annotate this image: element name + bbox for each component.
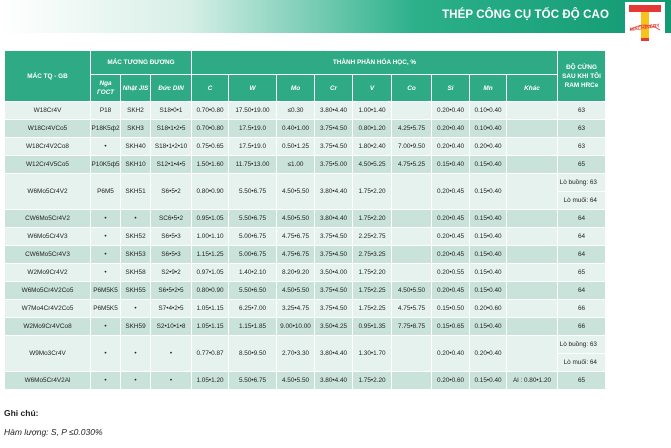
- header-bar: [0, 0, 671, 33]
- cell-cr: 3.75•5.00: [315, 156, 353, 174]
- cell-mn: 0.20•0.40: [470, 138, 507, 156]
- machinery-logo-icon: [625, 2, 665, 44]
- cell-co: [392, 102, 432, 120]
- cell-mn: 0.15•0.40: [470, 264, 507, 282]
- cell-co: [392, 246, 432, 264]
- cell-w: 5.50•6.50: [229, 282, 277, 300]
- cell-cr: 3.80•4.40: [315, 102, 353, 120]
- cell-din: SC6•5•2: [151, 210, 192, 228]
- cell-gost: •: [91, 336, 121, 372]
- cell-co: 4.75•5.25: [392, 156, 432, 174]
- cell-si: 0.20•0.45: [432, 210, 470, 228]
- table-row: [5, 210, 606, 228]
- cell-hardness: 63: [558, 102, 606, 120]
- cell-mn: 0.10•0.40: [470, 102, 507, 120]
- cell-w: 8.50•9.50: [229, 336, 277, 372]
- cell-other: [507, 102, 558, 120]
- cell-jis: SKH58: [121, 264, 151, 282]
- cell-other: [507, 120, 558, 138]
- cell-c: 1.05•1.15: [192, 300, 229, 318]
- cell-w: 5.00•6.75: [229, 246, 277, 264]
- table-row: [5, 282, 606, 300]
- cell-gost: P18: [91, 102, 121, 120]
- cell-co: 4.50•5.50: [392, 282, 432, 300]
- cell-other: [507, 228, 558, 246]
- table-row: [5, 156, 606, 174]
- cell-hardness: 64: [558, 210, 606, 228]
- cell-gost: •: [91, 372, 121, 390]
- cell-other: [507, 264, 558, 282]
- cell-gost: •: [91, 228, 121, 246]
- cell-mo: 9.00•10.00: [277, 318, 315, 336]
- cell-hardness: 66: [558, 318, 606, 336]
- cell-co: [392, 336, 432, 372]
- cell-jis: SKH53: [121, 246, 151, 264]
- cell-w: 11.75•13.00: [229, 156, 277, 174]
- cell-si: 0.15•0.50: [432, 300, 470, 318]
- cell-mo: 4.50•5.50: [277, 282, 315, 300]
- cell-cr: 3.50•4.25: [315, 318, 353, 336]
- cell-co: [392, 210, 432, 228]
- cell-w: 5.50•6.75: [229, 174, 277, 210]
- cell-cr: 3.80•4.40: [315, 372, 353, 390]
- cell-other: [507, 246, 558, 264]
- table-row: [5, 246, 606, 264]
- cell-v: 1.75•2.25: [353, 282, 392, 300]
- cell-din: S7•4•2•5: [151, 300, 192, 318]
- cell-gost: •: [91, 318, 121, 336]
- cell-other: [507, 336, 558, 372]
- cell-jis: •: [121, 336, 151, 372]
- cell-gost: •: [91, 210, 121, 228]
- cell-din: •: [151, 336, 192, 372]
- equivalent-grades-header: MÁC TƯƠNG ĐƯƠNG: [91, 51, 192, 75]
- cell-c: 1.05•1.15: [192, 318, 229, 336]
- cell-c: 0.70•0.80: [192, 102, 229, 120]
- hardness-value: Lò muối: 64: [558, 191, 605, 209]
- cell-v: 1.75•2.25: [353, 300, 392, 318]
- cell-si: 0.20•0.60: [432, 372, 470, 390]
- cell-hardness: 63: [558, 120, 606, 138]
- cell-mn: 0.15•0.40: [470, 246, 507, 264]
- cell-mo: 0.50•1.25: [277, 138, 315, 156]
- cell-din: •: [151, 372, 192, 390]
- cell-si: 0.15•0.40: [432, 156, 470, 174]
- cell-cr: 3.75•4.50: [315, 228, 353, 246]
- cell-cr: 3.80•4.40: [315, 174, 353, 210]
- cell-other: [507, 174, 558, 210]
- cell-jis: •: [121, 210, 151, 228]
- cell-w: 1.40•2.10: [229, 264, 277, 282]
- cell-cr: 3.75•4.50: [315, 120, 353, 138]
- cell-co: 4.25•5.75: [392, 120, 432, 138]
- cell-jis: SKH51: [121, 174, 151, 210]
- cell-v: 1.75•2.20: [353, 174, 392, 210]
- cell-w: 17.5•19.0: [229, 120, 277, 138]
- cell-grade: W18Cr4VCo5: [5, 120, 91, 138]
- cell-grade: W7Mo4Cr4V2Co5: [5, 300, 91, 318]
- cell-mo: ≤1.00: [277, 156, 315, 174]
- cell-grade: W6Mo5Cr4V2: [5, 174, 91, 210]
- cell-si: 0.20•0.40: [432, 102, 470, 120]
- cell-mo: 4.75•6.75: [277, 228, 315, 246]
- cell-w: 1.15•1.85: [229, 318, 277, 336]
- cell-mo: 3.25•4.75: [277, 300, 315, 318]
- cell-mn: 0.15•0.40: [470, 174, 507, 210]
- cell-mn: 0.10•0.40: [470, 120, 507, 138]
- cell-co: [392, 372, 432, 390]
- cell-cr: 3.75•4.50: [315, 138, 353, 156]
- table-row: [5, 174, 606, 210]
- cell-gost: •: [91, 246, 121, 264]
- equiv-header: Nga ГОСТ: [91, 75, 121, 102]
- table-row: [5, 264, 606, 282]
- cell-grade: W18Cr4V2Co8: [5, 138, 91, 156]
- cell-cr: 3.80•4.40: [315, 336, 353, 372]
- table-row: [5, 228, 606, 246]
- cell-co: [392, 174, 432, 210]
- grade-column-header: MÁC TQ - GB: [5, 51, 91, 102]
- hardness-value: Lò buồng: 63: [559, 179, 597, 186]
- cell-gost: P6M5K5: [91, 282, 121, 300]
- table-row: [5, 138, 606, 156]
- cell-v: 2.25•2.75: [353, 228, 392, 246]
- cell-cr: 3.50•4.00: [315, 264, 353, 282]
- cell-mn: 0.15•0.40: [470, 318, 507, 336]
- cell-hardness: 63: [558, 138, 606, 156]
- cell-co: 7.00•9.50: [392, 138, 432, 156]
- cell-gost: P18K5ф2: [91, 120, 121, 138]
- composition-header: Mn: [470, 75, 507, 102]
- cell-jis: SKH40: [121, 138, 151, 156]
- steel-spec-table: [4, 50, 606, 390]
- cell-si: 0.20•0.45: [432, 246, 470, 264]
- cell-mo: ≤0.30: [277, 102, 315, 120]
- cell-co: [392, 264, 432, 282]
- table-row: [5, 120, 606, 138]
- table-row: [5, 372, 606, 390]
- composition-header: C: [192, 75, 229, 102]
- cell-mn: 0.20•0.40: [470, 336, 507, 372]
- cell-co: 7.75•8.75: [392, 318, 432, 336]
- equiv-header: Nhật JIS: [121, 75, 151, 102]
- cell-c: 0.70•0.80: [192, 120, 229, 138]
- cell-din: S2•9•2: [151, 264, 192, 282]
- cell-grade: CW6Mo5Cr4V2: [5, 210, 91, 228]
- cell-mo: 2.70•3.30: [277, 336, 315, 372]
- cell-hardness: [558, 174, 606, 210]
- cell-hardness: 65: [558, 264, 606, 282]
- cell-mo: 8.20•9.20: [277, 264, 315, 282]
- cell-v: 4.50•5.25: [353, 156, 392, 174]
- cell-other: [507, 210, 558, 228]
- hardness-value: Lò buồng: 63: [559, 341, 597, 348]
- cell-si: 0.20•0.40: [432, 120, 470, 138]
- cell-jis: SKH59: [121, 318, 151, 336]
- cell-si: 0.20•0.55: [432, 264, 470, 282]
- cell-si: 0.20•0.45: [432, 228, 470, 246]
- cell-din: S6•5•3: [151, 228, 192, 246]
- cell-w: 5.50•6.75: [229, 210, 277, 228]
- composition-header: Cr: [315, 75, 353, 102]
- cell-din: S18•1•2•5: [151, 120, 192, 138]
- cell-w: 17.5•19.0: [229, 138, 277, 156]
- cell-v: 1.30•1.70: [353, 336, 392, 372]
- table-row: [5, 336, 606, 372]
- cell-c: 1.50•1.60: [192, 156, 229, 174]
- cell-c: 1.05•1.20: [192, 372, 229, 390]
- cell-v: 0.95•1.35: [353, 318, 392, 336]
- cell-c: 0.95•1.05: [192, 210, 229, 228]
- cell-grade: W2Mo9Cr4V2: [5, 264, 91, 282]
- cell-mn: 0.15•0.40: [470, 228, 507, 246]
- cell-co: 4.75•5.75: [392, 300, 432, 318]
- chemical-composition-header: THÀNH PHẦN HÓA HỌC, %: [192, 51, 558, 75]
- cell-jis: •: [121, 300, 151, 318]
- cell-other: Al : 0.80•1.20: [507, 372, 558, 390]
- cell-cr: 3.75•4.50: [315, 246, 353, 264]
- cell-v: 1.80•2.40: [353, 138, 392, 156]
- cell-din: S6•5•2: [151, 174, 192, 210]
- cell-mo: 4.50•5.50: [277, 372, 315, 390]
- cell-other: [507, 318, 558, 336]
- cell-jis: SKH55: [121, 282, 151, 300]
- cell-gost: P6M5: [91, 174, 121, 210]
- composition-header: Mo: [277, 75, 315, 102]
- cell-hardness: 64: [558, 228, 606, 246]
- table-row: [5, 300, 606, 318]
- cell-grade: CW6Mo5Cr4V3: [5, 246, 91, 264]
- cell-other: [507, 156, 558, 174]
- svg-text:MACHINERY: MACHINERY: [629, 22, 661, 34]
- cell-si: 0.20•0.40: [432, 138, 470, 156]
- cell-din: S18•0•1: [151, 102, 192, 120]
- cell-c: 0.80•0.90: [192, 282, 229, 300]
- hardness-value: Lò muối: 64: [558, 353, 605, 371]
- composition-header: Khác: [507, 75, 558, 102]
- cell-jis: SKH3: [121, 120, 151, 138]
- table-row: [5, 102, 606, 120]
- cell-grade: W9Mo3Cr4V: [5, 336, 91, 372]
- cell-c: 1.00•1.10: [192, 228, 229, 246]
- cell-grade: W6Mo5Cr4V3: [5, 228, 91, 246]
- cell-hardness: [558, 336, 606, 372]
- cell-hardness: 64: [558, 282, 606, 300]
- composition-header: Si: [432, 75, 470, 102]
- cell-mn: 0.15•0.40: [470, 156, 507, 174]
- cell-c: 1.15•1.25: [192, 246, 229, 264]
- cell-mo: 4.50•5.50: [277, 174, 315, 210]
- cell-din: S6•5•3: [151, 246, 192, 264]
- notes-title: Ghi chú:: [4, 408, 39, 418]
- cell-v: 0.80•1.20: [353, 120, 392, 138]
- cell-gost: •: [91, 138, 121, 156]
- composition-header: W: [229, 75, 277, 102]
- cell-w: 5.50•6.75: [229, 372, 277, 390]
- cell-co: [392, 228, 432, 246]
- cell-other: [507, 138, 558, 156]
- cell-grade: W12Cr4V5Co5: [5, 156, 91, 174]
- composition-header: V: [353, 75, 392, 102]
- cell-mo: 4.50•5.50: [277, 210, 315, 228]
- cell-grade: W6Mo5Cr4V2Al: [5, 372, 91, 390]
- cell-cr: 3.75•4.50: [315, 282, 353, 300]
- page-title: THÉP CÔNG CỤ TỐC ĐỘ CAO: [442, 9, 609, 21]
- cell-mo: 4.75•6.75: [277, 246, 315, 264]
- cell-c: 0.80•0.90: [192, 174, 229, 210]
- cell-din: S12•1•4•5: [151, 156, 192, 174]
- cell-v: 1.75•2.20: [353, 264, 392, 282]
- equiv-header: Đức DIN: [151, 75, 192, 102]
- cell-mn: 0.15•0.40: [470, 210, 507, 228]
- cell-cr: 3.80•4.40: [315, 210, 353, 228]
- hardness-column-header: ĐỘ CỨNG SAU KHI TÔI RAM HRCe: [558, 51, 606, 102]
- cell-mn: 0.20•0.60: [470, 300, 507, 318]
- cell-jis: SKH2: [121, 102, 151, 120]
- cell-hardness: 64: [558, 246, 606, 264]
- cell-mn: 0.15•0.40: [470, 372, 507, 390]
- cell-c: 0.77•0.87: [192, 336, 229, 372]
- cell-gost: •: [91, 264, 121, 282]
- cell-v: 1.75•2.20: [353, 372, 392, 390]
- cell-jis: •: [121, 372, 151, 390]
- cell-hardness: 66: [558, 300, 606, 318]
- cell-w: 17.50•19.00: [229, 102, 277, 120]
- cell-grade: W18Cr4V: [5, 102, 91, 120]
- cell-v: 1.75•2.20: [353, 210, 392, 228]
- cell-w: 6.25•7.00: [229, 300, 277, 318]
- cell-grade: W6Mo5Cr4V2Co5: [5, 282, 91, 300]
- cell-v: 1.00•1.40: [353, 102, 392, 120]
- cell-gost: P6M5K5: [91, 300, 121, 318]
- cell-c: 0.75•0.65: [192, 138, 229, 156]
- notes-text: Hàm lượng: S, P ≤0.030%: [4, 427, 103, 437]
- cell-din: S6•5•2•5: [151, 282, 192, 300]
- cell-jis: SKH10: [121, 156, 151, 174]
- cell-mn: 0.15•0.40: [470, 282, 507, 300]
- cell-hardness: 65: [558, 372, 606, 390]
- cell-hardness: 65: [558, 156, 606, 174]
- cell-other: [507, 300, 558, 318]
- composition-header: Co: [392, 75, 432, 102]
- cell-mo: 0.40•1.00: [277, 120, 315, 138]
- cell-cr: 3.75•4.50: [315, 300, 353, 318]
- cell-din: S18•1•2•10: [151, 138, 192, 156]
- cell-si: 0.20•0.40: [432, 336, 470, 372]
- cell-grade: W2Mo9Cr4VCo8: [5, 318, 91, 336]
- cell-jis: SKH52: [121, 228, 151, 246]
- cell-si: 0.20•0.45: [432, 282, 470, 300]
- cell-c: 0.97•1.05: [192, 264, 229, 282]
- cell-din: S2•10•1•8: [151, 318, 192, 336]
- cell-si: 0.15•0.65: [432, 318, 470, 336]
- cell-w: 5.00•6.75: [229, 228, 277, 246]
- cell-v: 2.75•3.25: [353, 246, 392, 264]
- table-row: [5, 318, 606, 336]
- cell-gost: P10K5ф5: [91, 156, 121, 174]
- cell-si: 0.20•0.45: [432, 174, 470, 210]
- cell-other: [507, 282, 558, 300]
